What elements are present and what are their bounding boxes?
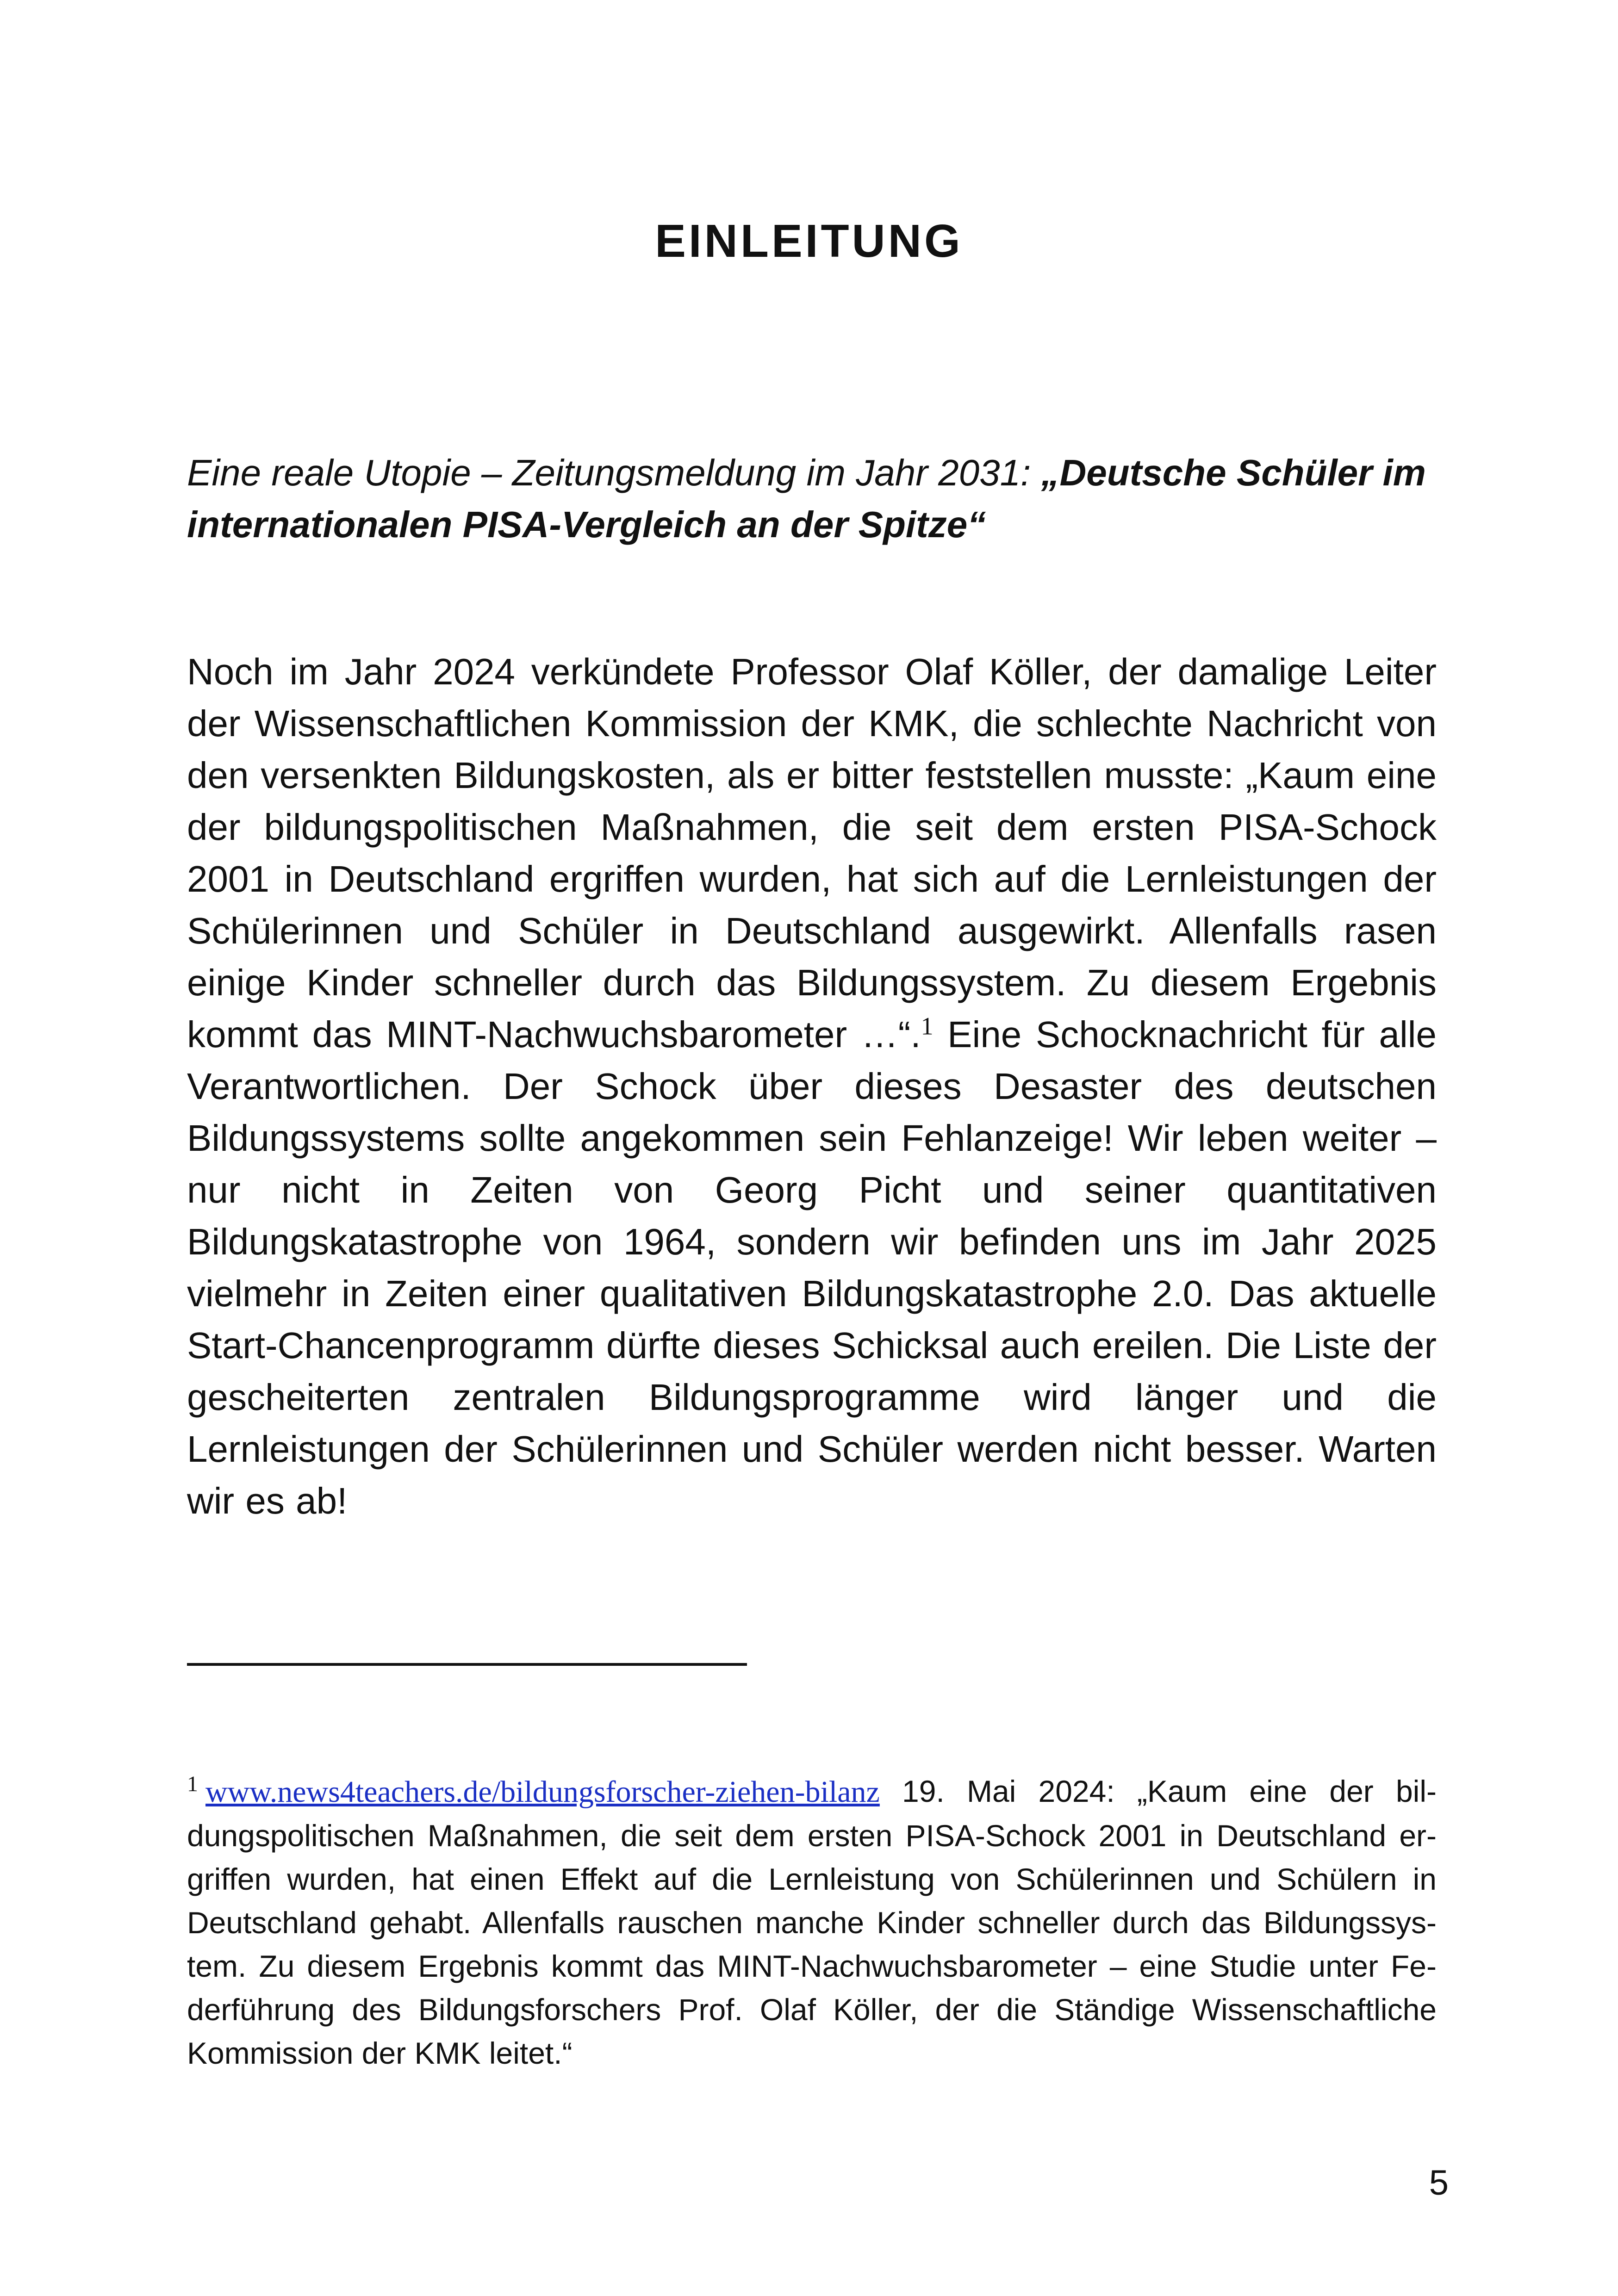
- body-text-part-2: Eine Schocknachricht für alle Verantwortlichen. Der Schock über dieses Desaster des deutschen Bildungssystems sollte angekommen sein Fehlanzeige! Wir leben weiter – nur nicht in Zeiten von Georg Picht und seiner quantitativen Bildungskatastrophe von 1964, sondern wir befinden uns im Jahr 2025 vielmehr in Zeiten einer qualitativen Bildungskatastrophe 2.0. Das aktuelle Start-Chancenprogramm dürfte dieses Schicksal auch ereilen. Die Liste der gescheiterten zentralen Bildungsprogramme wird länger und die Lernleistungen der Schülerinnen und Schüler werden nicht besser. Warten wir es ab!: [187, 1014, 1437, 1521]
- footnote: [187, 1769, 1437, 2075]
- footnote-link[interactable]: www.news4teachers.de/bildungsforscher-ziehen-bilanz: [205, 1775, 880, 1809]
- footnote-mark: 1: [187, 1772, 198, 1796]
- footnote-text: 19. Mai 2024: „Kaum eine der bildungspolitischen Maßnahmen, die seit dem ersten PISA-Schock 2001 in Deutschland ergriffen wurden, hat einen Effekt auf die Lernleistung von Schülerinnen und Schülern in Deutschland gehabt. Allenfalls rauschen manche Kinder schneller durch das Bildungssystem. Zu diesem Ergebnis kommt das MINT-Nachwuchsbarometer – eine Studie unter Federführung des Bildungsforschers Prof. Olaf Köller, der die Ständige Wissenschaftliche Kommission der KMK leitet.“: [187, 1774, 1437, 2070]
- body-paragraph: [187, 646, 1437, 1527]
- section-subtitle: [187, 447, 1437, 551]
- subtitle-lead: Eine reale Utopie – Zeitungsmeldung im Jahr 2031:: [187, 452, 1041, 493]
- body-text-part-1: Noch im Jahr 2024 verkündete Professor Olaf Köller, der damalige Leiter der Wissenschaftlichen Kommission der KMK, die schlechte Nachricht von den versenkten Bildungskosten, als er bitter feststellen musste: „Kaum eine der bildungspolitischen Maßnahmen, die seit dem ersten PISA-Schock 2001 in Deutschland ergriffen wurden, hat sich auf die Lernleistungen der Schülerinnen und Schüler in Deutschland ausgewirkt. Allenfalls rasen einige Kinder schneller durch das Bildungssystem. Zu diesem Ergebnis kommt das MINT-Nachwuchsbarometer …“.: [187, 651, 1437, 1055]
- footnote-divider: [187, 1663, 747, 1666]
- subtitle-quote: „Deutsche Schüler im internationalen PISA-Vergleich an der Spitze“: [187, 452, 1426, 545]
- page-title: EINLEITUNG: [655, 215, 963, 267]
- footnote-reference[interactable]: 1: [921, 1012, 933, 1040]
- page-number: 5: [1429, 2163, 1449, 2203]
